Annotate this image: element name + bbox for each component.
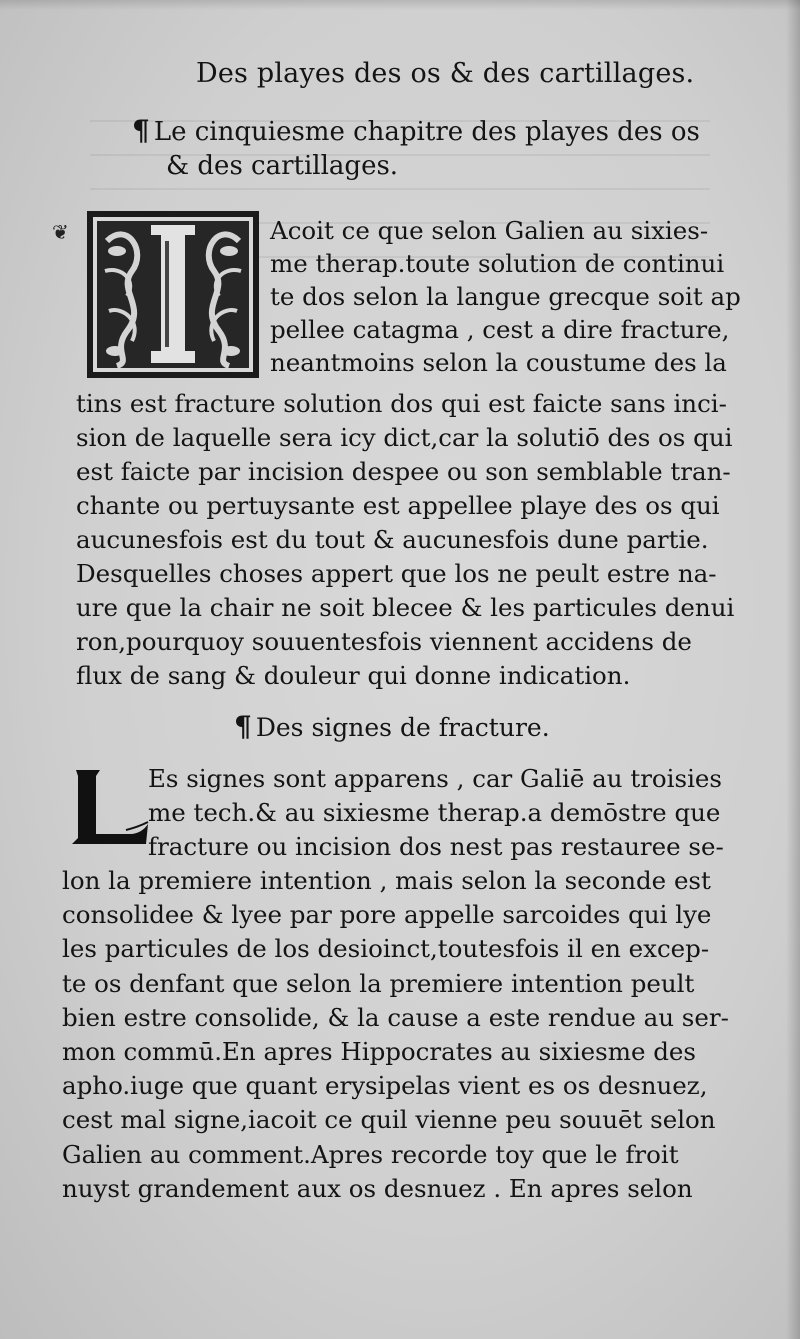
page-edge-shadow-right <box>786 0 800 1339</box>
text-line: apho.iuge que quant erysipelas vient es os desnuez, <box>62 1071 708 1101</box>
text-line: ron,pourquoy souuentesfois viennent accidens de <box>76 627 692 656</box>
pilcrow-icon: ¶ <box>234 710 252 743</box>
text-line: chante ou pertuysante est appellee playe des os qui <box>76 491 720 520</box>
text-line: te dos selon la langue grecque soit ap <box>270 282 741 311</box>
text-line: Desquelles choses appert que los ne peult estre na- <box>76 559 717 588</box>
chapter-title <box>132 114 700 183</box>
text-line: Galien au comment.Apres recorde toy que le froit <box>62 1139 679 1169</box>
paragraph-1-beside-initial <box>270 214 741 379</box>
text-line: lon la premiere intention , mais selon la seconde est <box>62 866 711 895</box>
chapter-title-line-1: Le cinquiesme chapitre des playes des os <box>153 117 700 147</box>
text-line: consolidee & lyee par pore appelle sarcoides qui lye <box>62 900 712 930</box>
paragraph-2-beside-initial <box>148 762 724 864</box>
text-line: tins est fracture solution dos qui est faicte sans inci- <box>76 389 727 418</box>
text-line: cest mal signe,iacoit ce quil vienne peu souuēt selon <box>62 1105 716 1135</box>
section-heading-text: Des signes de fracture. <box>255 713 550 742</box>
paragraph-2-body <box>62 864 729 1206</box>
text-line: bien estre consolide, & la cause a este rendue au ser- <box>62 1002 729 1032</box>
text-line: me therap.toute solution de continui <box>270 249 725 278</box>
text-line: fracture ou incision dos nest pas restauree se- <box>148 832 724 861</box>
text-line: te os denfant que selon la premiere intention peult <box>62 968 695 998</box>
text-line: me tech.& au sixiesme therap.a demōstre que <box>148 798 721 827</box>
initial-l-glyph-icon <box>70 764 150 848</box>
text-line: ure que la chair ne soit blecee & les particules denui <box>76 593 735 622</box>
text-line: aucunesfois est du tout & aucunesfois dune partie. <box>76 525 709 554</box>
section-heading <box>234 710 550 743</box>
text-line: mon commū.En apres Hippocrates au sixiesme des <box>62 1037 697 1067</box>
text-line: les particules de los desioinct,toutesfois il en excep- <box>62 934 710 964</box>
text-line: pellee catagma , cest a dire fracture, <box>270 315 730 344</box>
pilcrow-icon: ¶ <box>132 114 150 147</box>
paragraph-1-body <box>76 387 735 693</box>
text-line: est faicte par incision despee ou son semblable tran- <box>76 457 731 486</box>
text-line: nuyst grandement aux os desnuez . En apres selon <box>62 1173 693 1203</box>
text-line: sion de laquelle sera icy dict,car la solutiō des os qui <box>76 423 733 452</box>
text-line: Es signes sont apparens , car Galiē au troisies <box>148 764 722 793</box>
text-line: neantmoins selon la coustume des la <box>270 348 727 377</box>
running-head: Des playes des os & des cartillages. <box>196 58 695 89</box>
text-line: Acoit ce que selon Galien au sixies- <box>270 216 709 245</box>
chapter-title-line-2: & des cartillages. <box>166 151 399 181</box>
decorated-initial-l <box>70 764 150 848</box>
text-line: flux de sang & douleur qui donne indication. <box>76 661 631 690</box>
woodcut-foliage-icon <box>87 211 259 378</box>
decorated-initial-i <box>87 211 259 378</box>
margin-ornament-icon: ❦ <box>52 220 69 244</box>
page-edge-shadow-top <box>0 0 800 10</box>
